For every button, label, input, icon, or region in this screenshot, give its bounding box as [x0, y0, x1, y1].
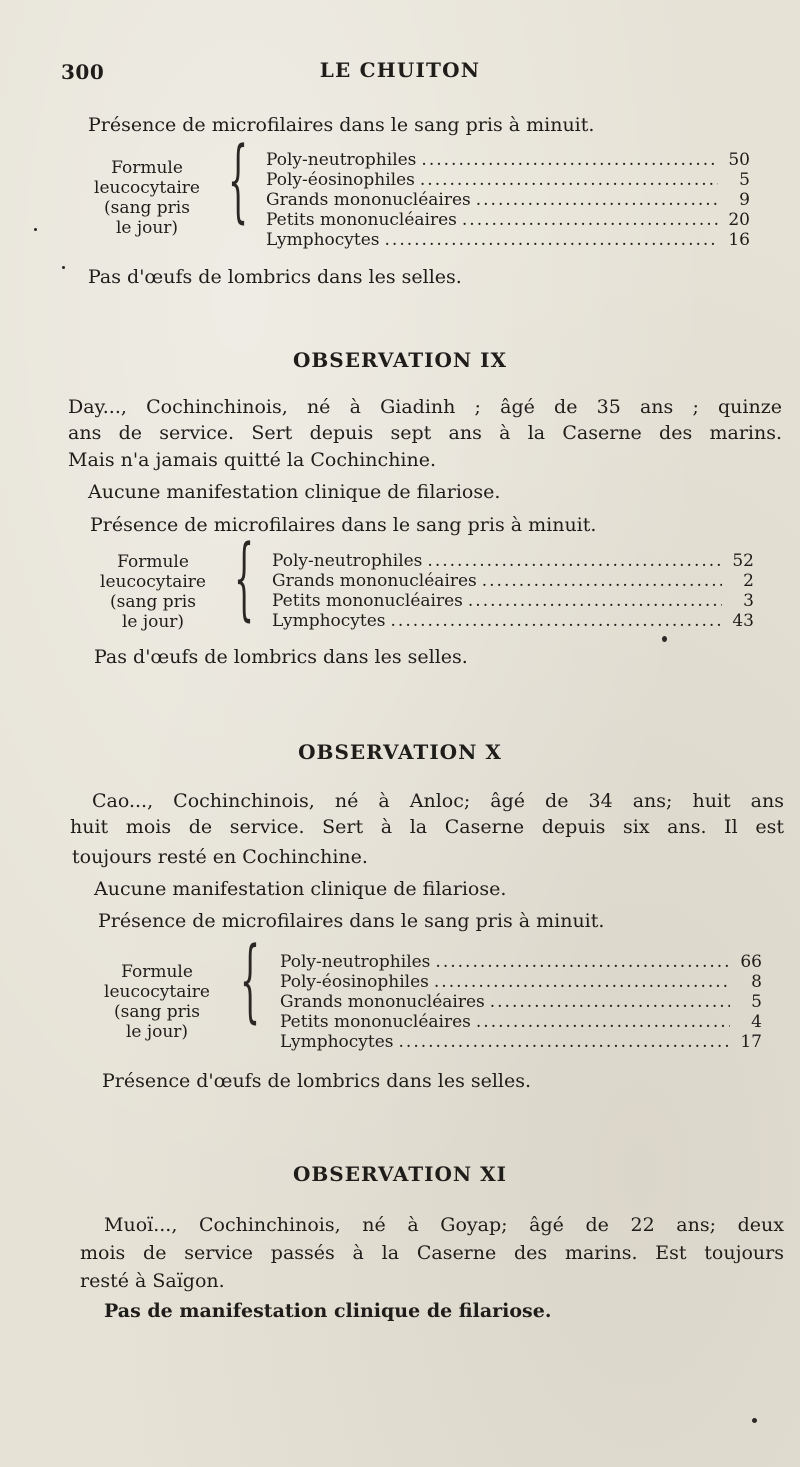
block1-presence: Présence de microfilaires dans le sang pris à minuit. [88, 114, 595, 136]
paragraph-line: toujours resté en Cochinchine. [72, 846, 368, 868]
brace: { [234, 526, 255, 631]
observation-title: OBSERVATION X [298, 740, 502, 764]
brace: { [240, 928, 261, 1033]
clinical-line: Aucune manifestation clinique de filariose. [94, 878, 507, 900]
ink-speck [62, 266, 65, 269]
formula-row: Poly-neutrophiles ..... 50 [266, 150, 750, 170]
paragraph-line: Day..., Cochinchinois, né à Giadinh ; âgé de 35 ans ; quinze [68, 396, 782, 418]
eggs-line: Présence d'œufs de lombrics dans les selles. [102, 1070, 532, 1092]
paragraph-line: mois de service passés à la Caserne des marins. Est toujours [80, 1242, 784, 1264]
formula-row: Grands mononucléaires ..... 9 [266, 190, 750, 210]
formula-label: Formule leucocytaire (sang pris le jour) [100, 552, 206, 632]
clinical-line: Pas de manifestation clinique de filariose. [104, 1300, 552, 1322]
block1-eggs: Pas d'œufs de lombrics dans les selles. [88, 266, 462, 288]
formula-row: Lymphocytes ..... 43 [272, 611, 754, 631]
running-title: LE CHUITON [319, 58, 481, 82]
clinical-line: Aucune manifestation clinique de filariose. [88, 481, 501, 503]
brace: { [228, 128, 249, 233]
ink-speck [662, 636, 667, 642]
ink-speck [34, 228, 37, 231]
page-number: 300 [61, 60, 105, 84]
formula-row: Poly-neutrophiles ..... 66 [280, 952, 762, 972]
presence-line: Présence de microfilaires dans le sang pris à minuit. [98, 910, 605, 932]
formula-label: Formule leucocytaire (sang pris le jour) [104, 962, 210, 1042]
formula-row: Lymphocytes ..... 17 [280, 1032, 762, 1052]
formula-row: Petits mononucléaires ..... 20 [266, 210, 750, 230]
formula-label: Formule leucocytaire (sang pris le jour) [94, 158, 200, 238]
paragraph-line: ans de service. Sert depuis sept ans à la Caserne des marins. [68, 422, 782, 444]
paragraph-line: Muoï..., Cochinchinois, né à Goyap; âgé de 22 ans; deux [104, 1214, 784, 1236]
formula-row: Petits mononucléaires ..... 4 [280, 1012, 762, 1032]
paragraph-line: Mais n'a jamais quitté la Cochinchine. [68, 449, 437, 471]
eggs-line: Pas d'œufs de lombrics dans les selles. [94, 646, 468, 668]
formula-row: Poly-éosinophiles ..... 5 [266, 170, 750, 190]
formula-row: Petits mononucléaires ..... 3 [272, 591, 754, 611]
formula-row: Poly-neutrophiles ..... 52 [272, 551, 754, 571]
paragraph-line: huit mois de service. Sert à la Caserne depuis six ans. Il est [70, 816, 784, 838]
observation-title: OBSERVATION IX [292, 348, 508, 372]
observation-title: OBSERVATION XI [292, 1162, 508, 1186]
formula-row: Lymphocytes ..... 16 [266, 230, 750, 250]
presence-line: Présence de microfilaires dans le sang pris à minuit. [90, 514, 597, 536]
paragraph-line: resté à Saïgon. [80, 1270, 225, 1292]
formula-row: Grands mononucléaires ..... 5 [280, 992, 762, 1012]
paragraph-line: Cao..., Cochinchinois, né à Anloc; âgé de 34 ans; huit ans [92, 790, 784, 812]
formula-row: Grands mononucléaires ..... 2 [272, 571, 754, 591]
formula-row: Poly-éosinophiles ..... 8 [280, 972, 762, 992]
ink-speck [752, 1418, 757, 1423]
